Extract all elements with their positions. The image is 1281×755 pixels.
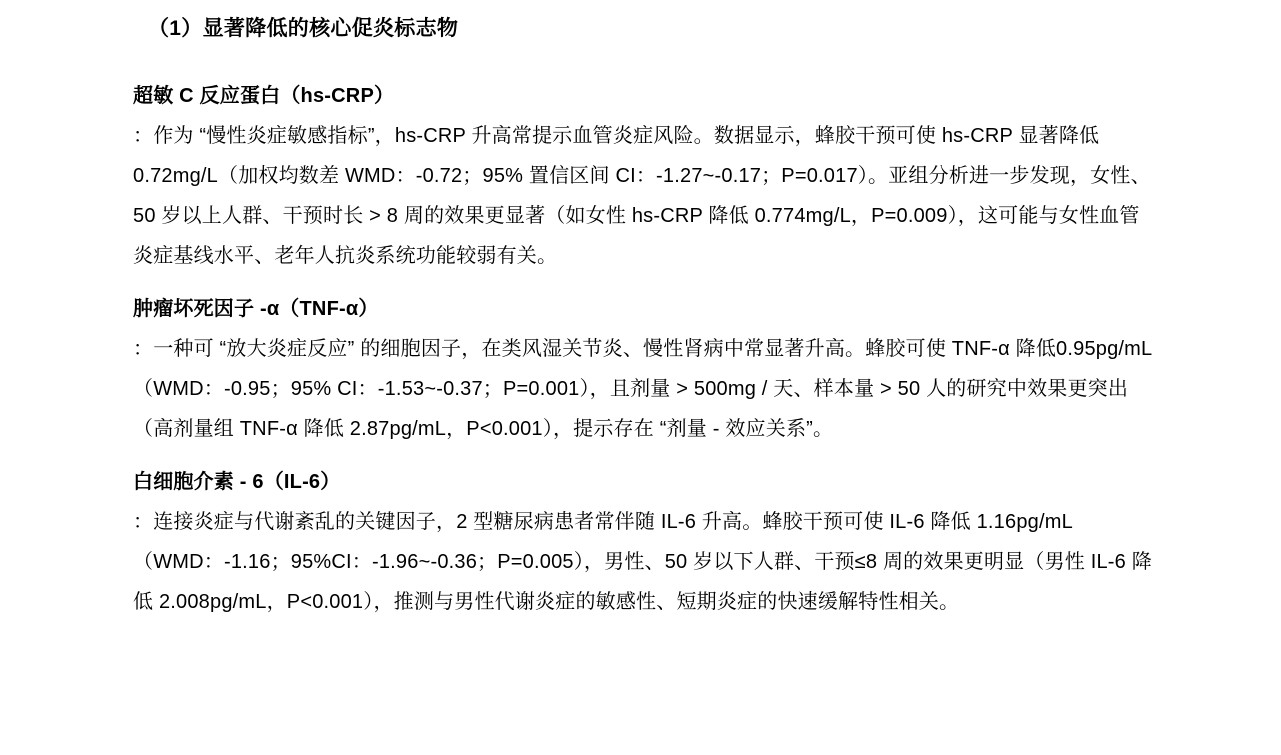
- section-il-6: [133, 462, 1155, 622]
- section-hs-crp: [133, 76, 1155, 276]
- section-heading-il-6: 白细胞介素 - 6（IL-6）: [133, 471, 341, 493]
- section-tnf-alpha: [133, 289, 1155, 449]
- section-heading-hs-crp: 超敏 C 反应蛋白（hs-CRP）: [133, 85, 395, 107]
- section-body-hs-crp: ：作为 “慢性炎症敏感指标”，hs-CRP 升高常提示血管炎症风险。数据显示，蜂胶干预可使 hs-CRP 显著降低0.72mg/L（加权均数差 WMD：-0.72；95% 置信区间 CI：-1.27~-0.17；P=0.017）。亚组分析进一步发现，女性、50 岁以上人群、干预时长 > 8 周的效果更显著（如女性 hs-CRP 降低 0.774mg/L，P=0.009），这可能与女性血管炎症基线水平、老年人抗炎系统功能较弱有关。: [133, 125, 1151, 267]
- section-body-il-6: ：连接炎症与代谢紊乱的关键因子，2 型糖尿病患者常伴随 IL-6 升高。蜂胶干预可使 IL-6 降低 1.16pg/mL（WMD：-1.16；95%CI：-1.96~-0.36；P=0.005），男性、50 岁以下人群、干预≤8 周的效果更明显（男性 IL-6 降低 2.008pg/mL，P<0.001），推测与男性代谢炎症的敏感性、短期炎症的快速缓解特性相关。: [133, 511, 1152, 613]
- section-body-tnf-alpha: ：一种可 “放大炎症反应” 的细胞因子，在类风湿关节炎、慢性肾病中常显著升高。蜂胶可使 TNF-α 降低0.95pg/mL（WMD：-0.95；95% CI：-1.53~-0.37；P=0.001），且剂量 > 500mg / 天、样本量 > 50 人的研究中效果更突出（高剂量组 TNF-α 降低 2.87pg/mL，P<0.001），提示存在 “剂量 - 效应关系”。: [133, 338, 1153, 440]
- section-heading-tnf-alpha: 肿瘤坏死因子 -α（TNF-α）: [133, 298, 379, 320]
- page-title: （1）显著降低的核心促炎标志物: [148, 17, 459, 40]
